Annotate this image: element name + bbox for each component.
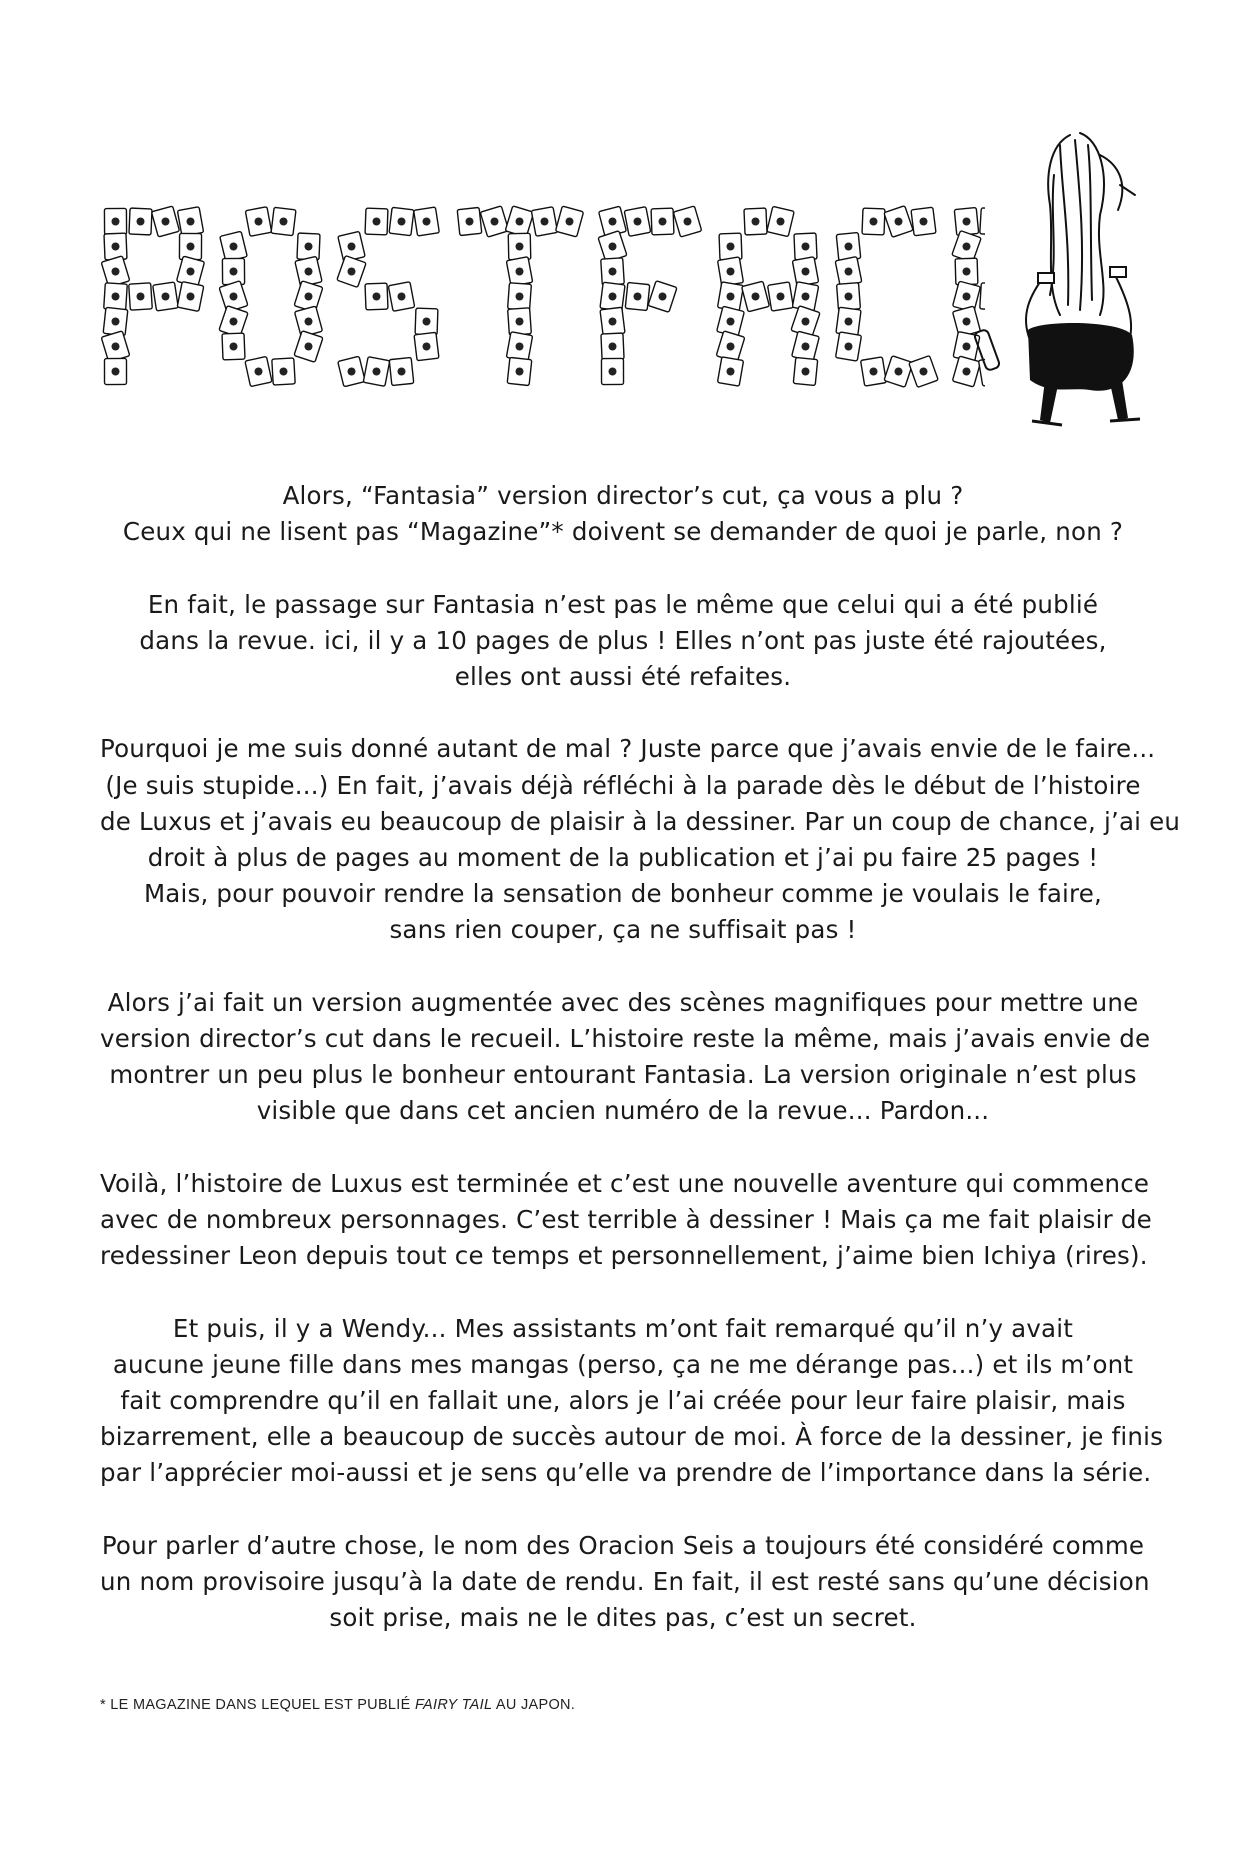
text-line: version director’s cut dans le recueil. L’histoire reste la même, mais j’avais envie de [100,1024,1151,1053]
card-suit-mark [112,293,120,301]
card-suit-mark [609,368,617,376]
text-line: droit à plus de pages au moment de la publication et j’ai pu faire 25 pages ! [147,843,1099,872]
paragraph [100,731,1181,948]
card-suit-mark [920,368,928,376]
card-suit-mark [230,243,238,251]
paragraph [100,587,1146,696]
card-suit-mark [870,368,878,376]
card-suit-mark [727,293,735,301]
title-text: POSTFACE [537,315,543,316]
card-suit-mark [112,218,120,226]
card-suit-mark [802,318,810,326]
paragraph [100,1528,1150,1637]
card-suit-mark [305,268,313,276]
card-suit-mark [659,218,667,226]
card-suit-mark [230,343,238,351]
footnote [100,1697,575,1713]
text-line: Alors, “Fantasia” version director’s cut, ça vous a plu ? [282,481,964,510]
card-suit-mark [398,293,406,301]
card-suit-mark [634,218,642,226]
card-suit-mark [348,368,356,376]
card-suit-mark [373,293,381,301]
card-suit-mark [373,218,381,226]
card-suit-mark [802,268,810,276]
card-suit-mark [162,293,170,301]
card-suit-mark [634,293,642,301]
card-suit-mark [870,218,878,226]
footnote-text-after: AU JAPON. [495,1697,576,1713]
text-line: visible que dans cet ancien numéro de la revue... Pardon... [256,1096,990,1126]
card-suit-mark [516,243,524,251]
card-suit-mark [802,293,810,301]
card-suit-mark [373,368,381,376]
card-suit-mark [659,293,667,301]
paragraph [100,1166,1152,1275]
text-line: sans rien couper, ça ne suffisait pas ! [389,915,857,945]
card-suit-mark [112,243,120,251]
card-suit-mark [137,293,145,301]
text-line: aucune jeune fille dans mes mangas (perso, ça ne me dérange pas...) et ils m’ont [112,1349,1134,1379]
text-line: Et puis, il y a Wendy... Mes assistants m’ont fait remarqué qu’il n’y avait [172,1313,1074,1343]
card-suit-mark [845,343,853,351]
card-suit-mark [845,268,853,276]
text-line: avec de nombreux personnages. C’est terrible à dessiner ! Mais ça me fait plaisir de [100,1205,1152,1234]
card-suit-mark [423,318,431,326]
card-suit-mark [895,368,903,376]
card-suit-mark [466,218,474,226]
card-suit-mark [516,368,524,376]
card-suit-mark [230,293,238,301]
card-suit-mark [112,343,120,351]
card-suit-mark [305,293,313,301]
footnote-text-before: LE MAGAZINE DANS LEQUEL EST PUBLIÉ [110,1697,411,1713]
card-suit-mark [727,343,735,351]
text-line: fait comprendre qu’il en fallait une, alors je l’ai créée pour leur faire plaisir, mais [120,1386,1126,1415]
card-suit-mark [187,243,195,251]
text-line: Pour parler d’autre chose, le nom des Oracion Seis a toujours été considéré comme [101,1530,1145,1560]
text-line: Mais, pour pouvoir rendre la sensation de bonheur comme je voulais le faire, [143,879,1103,909]
postface-body [100,478,1181,1673]
text-line: un nom provisoire jusqu’à la date de rendu. En fait, il est resté sans qu’une décision [100,1567,1150,1596]
text-line: Voilà, l’histoire de Luxus est terminée et c’est une nouvelle aventure qui commence [100,1168,1150,1198]
text-line: de Luxus et j’avais eu beaucoup de plaisir à la dessiner. Par un coup de chance, j’ai eu [100,806,1181,836]
card-suit-mark [280,368,288,376]
card-suit-mark [423,343,431,351]
card-suit-mark [305,343,313,351]
text-line: Alors j’ai fait un version augmentée avec des scènes magnifiques pour mettre une [107,987,1139,1017]
text-line: bizarrement, elle a beaucoup de succès autour de moi. À force de la dessiner, je finis [100,1422,1164,1452]
text-line: montrer un peu plus le bonheur entourant Fantasia. La version originale n’est plus [109,1060,1137,1090]
card-suit-mark [423,218,431,226]
card-suit-mark [255,368,263,376]
text-line: (Je suis stupide...) En fait, j’avais déjà réfléchi à la parade dès le début de l’histoire [105,770,1141,800]
card-suit-mark [112,368,120,376]
card-suit-mark [727,243,735,251]
card-suit-mark [516,218,524,226]
text-line: Ceux qui ne lisent pas “Magazine”* doivent se demander de quoi je parle, non ? [122,517,1124,547]
card-suit-mark [609,343,617,351]
card-suit-mark [802,243,810,251]
card-suit-mark [230,318,238,326]
card-suit-mark [727,268,735,276]
text-line: soit prise, mais ne le dites pas, c’est un secret. [329,1603,917,1633]
card-suit-mark [727,368,735,376]
card-suit-mark [187,218,195,226]
card-suit-mark [398,218,406,226]
text-line: Pourquoi je me suis donné autant de mal ? Juste parce que j’avais envie de le faire... [100,734,1156,764]
card-suit-mark [516,293,524,301]
text-line: En fait, le passage sur Fantasia n’est pas le même que celui qui a été publié [147,589,1099,619]
text-line: par l’apprécier moi-aussi et je sens qu’elle va prendre de l’importance dans la série. [100,1458,1152,1488]
card-suit-mark [752,293,760,301]
card-suit-mark [137,218,145,226]
card-suit-mark [516,343,524,351]
card-suit-mark [777,293,785,301]
card-suit-mark [684,218,692,226]
postface-title [95,195,985,395]
card-suit-mark [516,318,524,326]
card-suit-mark [187,293,195,301]
card-suit-mark [609,218,617,226]
card-suit-mark [802,343,810,351]
card-suit-mark [920,218,928,226]
card-suit-mark [230,268,238,276]
card-suit-mark [280,218,288,226]
card-suit-mark [845,318,853,326]
card-suit-mark [305,318,313,326]
card-suit-mark [727,318,735,326]
card-suit-mark [609,318,617,326]
card-suit-mark [255,218,263,226]
card-suit-mark [348,268,356,276]
crouching-figure-illustration [950,115,1180,435]
card-suit-mark [112,268,120,276]
card-suit-mark [348,243,356,251]
card-suit-mark [187,268,195,276]
card-suit-mark [112,318,120,326]
card-suit-mark [305,243,313,251]
text-line: redessiner Leon depuis tout ce temps et personnellement, j’aime bien Ichiya (rires). [100,1241,1148,1271]
paragraph [100,478,1146,550]
footnote-marker: * [100,1697,106,1713]
card-suit-mark [777,218,785,226]
card-suit-mark [609,268,617,276]
paragraph [100,985,1151,1130]
card-suit-mark [398,368,406,376]
title-card-letters [101,206,985,388]
card-suit-mark [802,368,810,376]
card-suit-mark [609,293,617,301]
card-suit-mark [566,218,574,226]
card-suit-mark [845,243,853,251]
card-suit-mark [752,218,760,226]
paragraph [100,1311,1164,1492]
card-suit-mark [491,218,499,226]
card-suit-mark [541,218,549,226]
text-line: elles ont aussi été refaites. [454,662,792,691]
card-suit-mark [895,218,903,226]
card-suit-mark [162,218,170,226]
text-line: dans la revue. ici, il y a 10 pages de plus ! Elles n’ont pas juste été rajoutées, [139,625,1107,655]
footnote-title: FAIRY TAIL [414,1697,493,1713]
card-suit-mark [516,268,524,276]
card-suit-mark [609,243,617,251]
card-suit-mark [845,293,853,301]
